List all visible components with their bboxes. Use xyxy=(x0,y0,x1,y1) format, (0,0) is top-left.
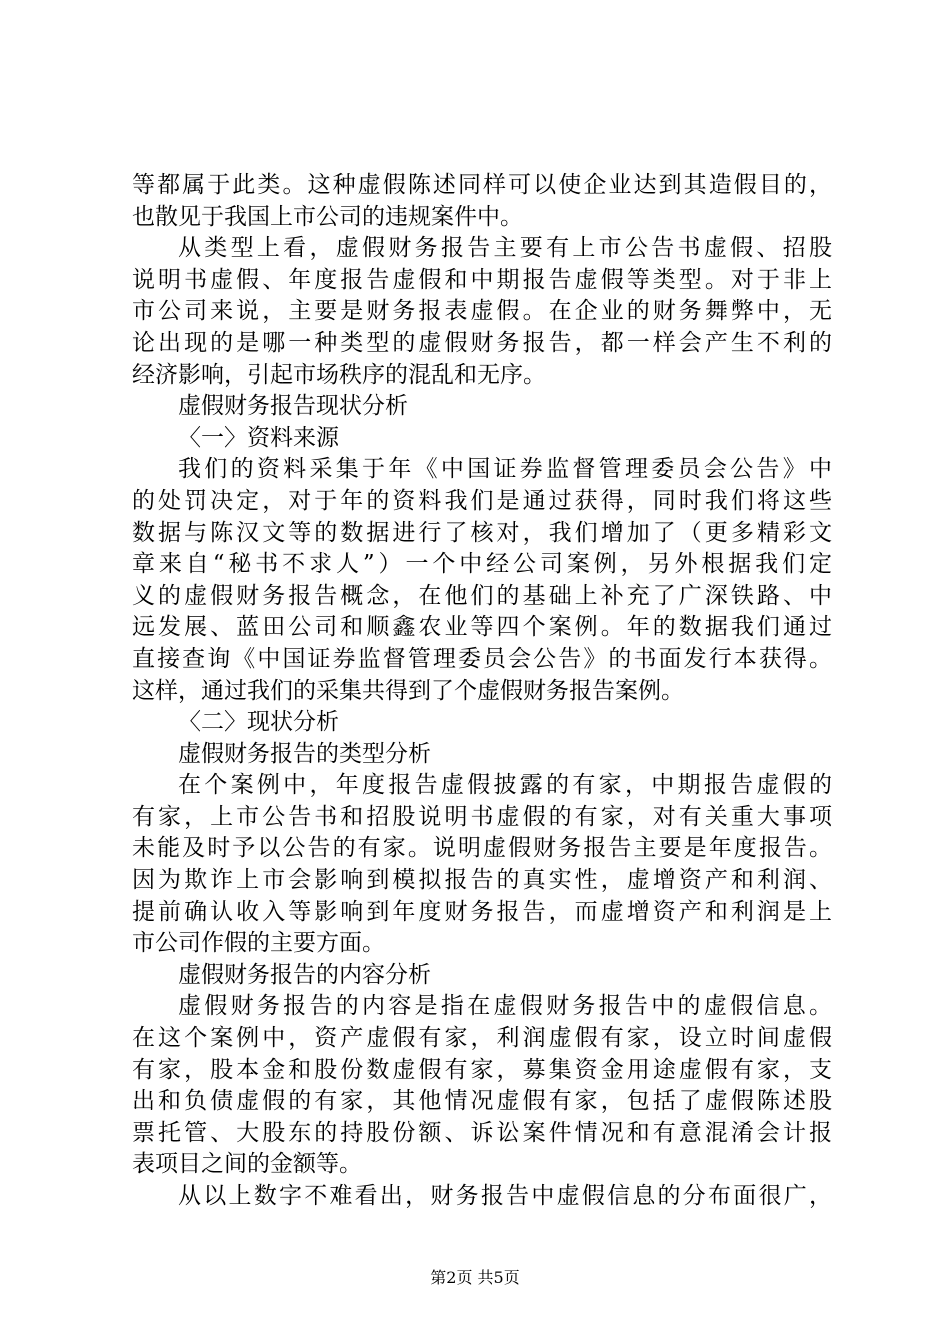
text-line: 在这个案例中，资产虚假有家，利润虚假有家，设立时间虚假 xyxy=(132,1025,832,1052)
text-line: 也散见于我国上市公司的违规案件中。 xyxy=(132,203,523,230)
text-line: 市公司作假的主要方面。 xyxy=(132,930,385,957)
text-line: 虚假财务报告现状分析 xyxy=(178,393,408,420)
text-line: 我们的资料采集于年《中国证券监督管理委员会公告》中 xyxy=(178,456,832,483)
text-line: 出和负债虚假的有家，其他情况虚假有家，包括了虚假陈述股 xyxy=(132,1088,832,1115)
text-line: 远发展、蓝田公司和顺鑫农业等四个案例。年的数据我们通过 xyxy=(132,614,832,641)
document-body xyxy=(132,170,832,1213)
text-line: 在个案例中，年度报告虚假披露的有家，中期报告虚假的 xyxy=(178,772,832,799)
text-line: 义的虚假财务报告概念，在他们的基础上补充了广深铁路、中 xyxy=(132,582,832,609)
text-line: 虚假财务报告的内容是指在虚假财务报告中的虚假信息。 xyxy=(178,993,832,1020)
text-line: 〈一〉资料来源 xyxy=(178,424,339,451)
text-line: 表项目之间的金额等。 xyxy=(132,1151,362,1178)
text-line: 等都属于此类。这种虚假陈述同样可以使企业达到其造假目的， xyxy=(132,172,832,198)
text-line: 从类型上看，虚假财务报告主要有上市公告书虚假、招股 xyxy=(178,235,832,262)
text-line: 章来自“秘书不求人”）一个中经公司案例，另外根据我们定 xyxy=(132,551,832,578)
page-footer: 第2页 共5页 xyxy=(430,1268,520,1287)
text-line: 经济影响，引起市场秩序的混乱和无序。 xyxy=(132,361,546,388)
text-line: 论出现的是哪一种类型的虚假财务报告，都一样会产生不利的 xyxy=(132,329,832,356)
text-line: 〈二〉现状分析 xyxy=(178,709,339,736)
text-line: 直接查询《中国证券监督管理委员会公告》的书面发行本获得。 xyxy=(132,645,832,672)
text-line: 说明书虚假、年度报告虚假和中期报告虚假等类型。对于非上 xyxy=(132,266,832,293)
text-line: 有家，上市公告书和招股说明书虚假的有家，对有关重大事项 xyxy=(132,803,832,830)
text-line: 虚假财务报告的内容分析 xyxy=(178,961,431,988)
text-line: 未能及时予以公告的有家。说明虚假财务报告主要是年度报告。 xyxy=(132,835,832,862)
text-line: 市公司来说，主要是财务报表虚假。在企业的财务舞弊中，无 xyxy=(132,298,832,325)
text-line: 从以上数字不难看出，财务报告中虚假信息的分布面很广， xyxy=(178,1183,832,1209)
text-line: 有家，股本金和股份数虚假有家，募集资金用途虚假有家，支 xyxy=(132,1056,832,1083)
text-line: 因为欺诈上市会影响到模拟报告的真实性，虚增资产和利润、 xyxy=(132,867,832,894)
text-line: 的处罚决定，对于年的资料我们是通过获得，同时我们将这些 xyxy=(132,487,832,514)
text-line: 这样，通过我们的采集共得到了个虚假财务报告案例。 xyxy=(132,677,684,704)
text-line: 虚假财务报告的类型分析 xyxy=(178,740,431,767)
text-line: 提前确认收入等影响到年度财务报告，而虚增资产和利润是上 xyxy=(132,898,832,925)
text-line: 数据与陈汉文等的数据进行了核对，我们增加了（更多精彩文 xyxy=(132,519,832,546)
text-line: 票托管、大股东的持股份额、诉讼案件情况和有意混淆会计报 xyxy=(132,1119,832,1146)
